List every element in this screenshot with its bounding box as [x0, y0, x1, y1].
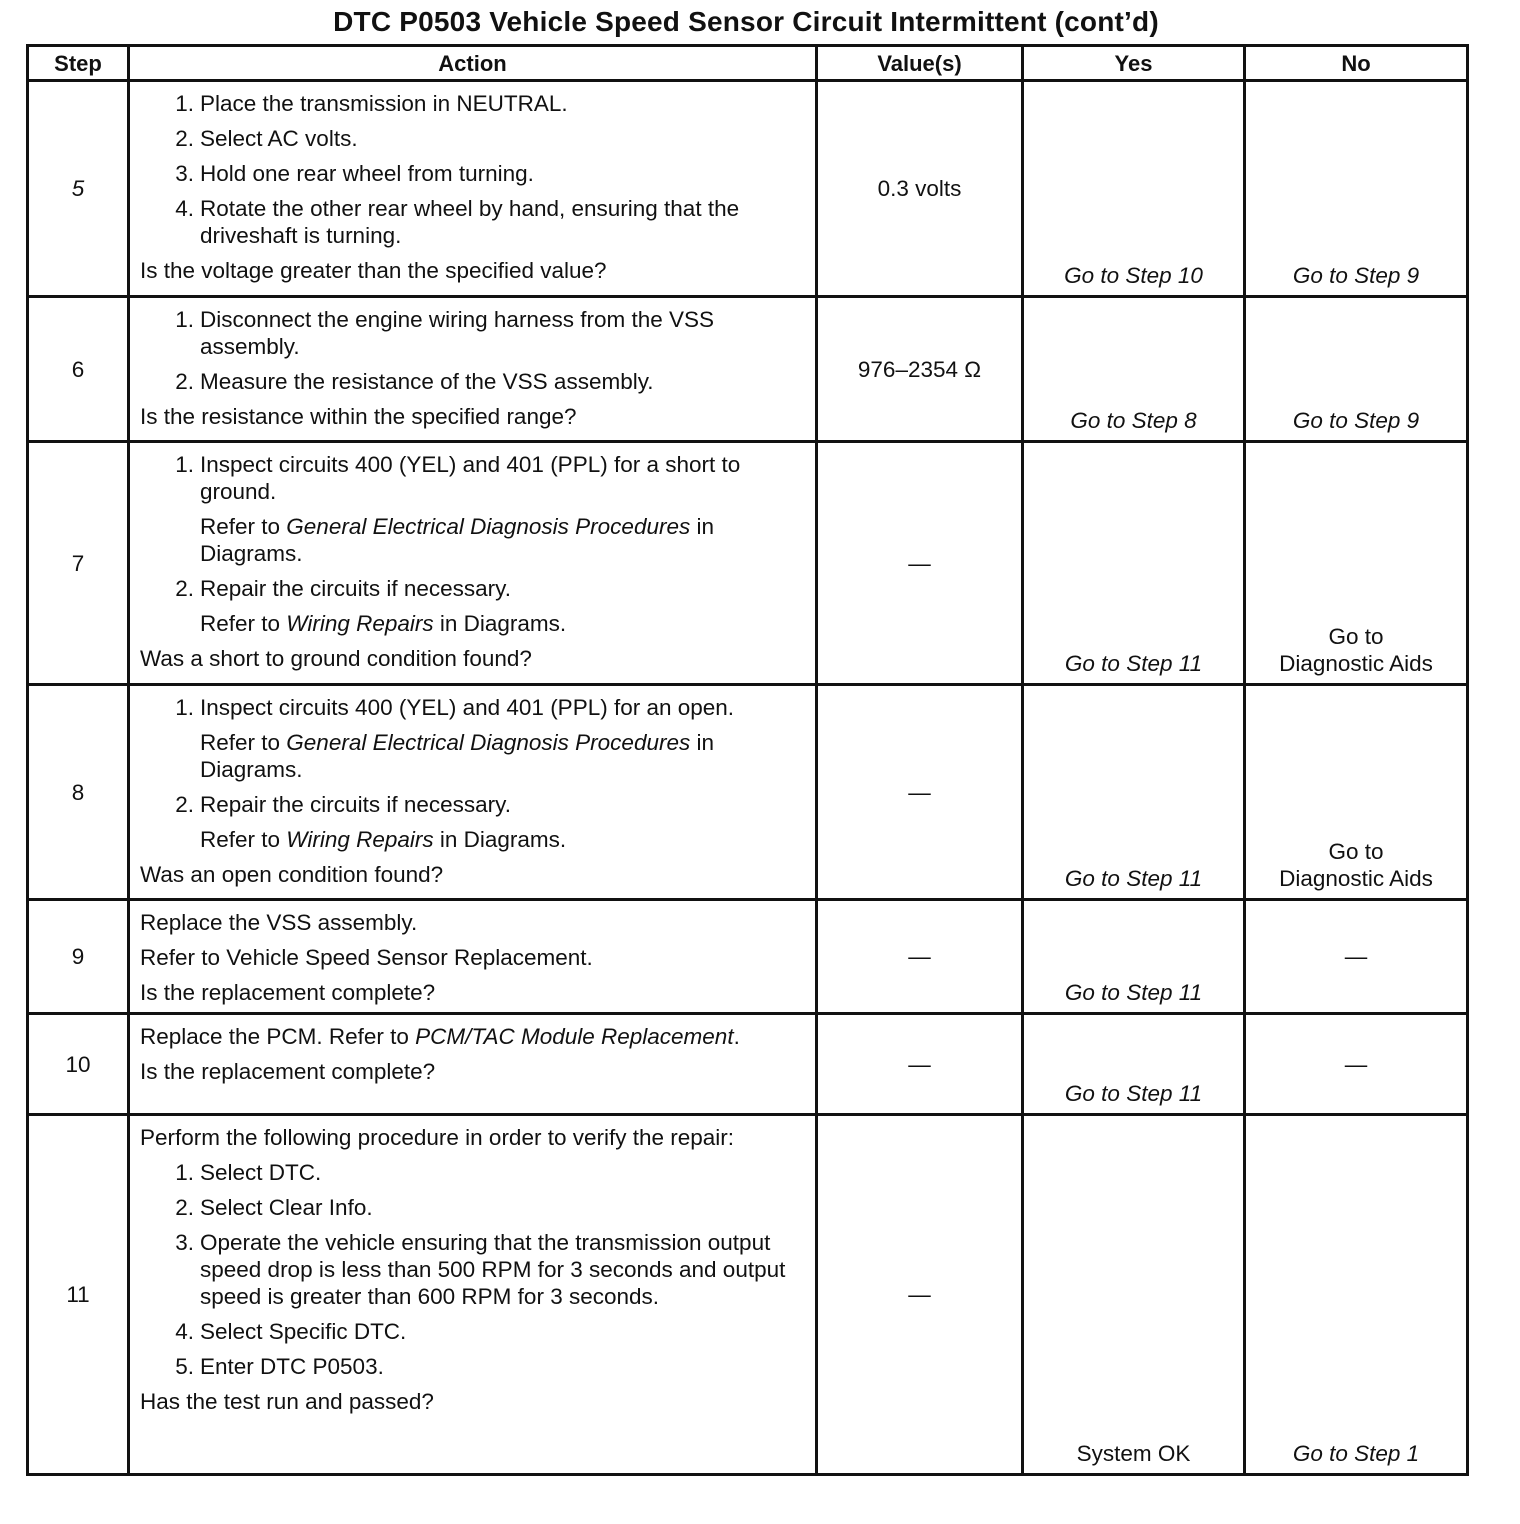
header-action: Action [129, 46, 817, 81]
list-item: 1. Disconnect the engine wiring harness from the VSS assembly. [175, 307, 715, 359]
action-cell [129, 81, 817, 297]
value-cell: — [817, 685, 1023, 900]
list-item: 2. Select Clear Info. [175, 1195, 373, 1220]
list-item: 5. Enter DTC P0503. [175, 1354, 384, 1379]
step-number: 11 [28, 1115, 129, 1475]
action-cell [129, 685, 817, 900]
no-cell: — [1245, 1014, 1468, 1115]
question-text: Is the voltage greater than the specified value? [140, 258, 607, 283]
header-yes: Yes [1023, 46, 1245, 81]
question-text: Is the replacement complete? [140, 1059, 436, 1084]
no-cell: Go to Step 9 [1245, 81, 1468, 297]
reference-text: Refer to General Electrical Diagnosis Procedures in Diagrams. [200, 730, 714, 782]
action-cell [129, 900, 817, 1014]
list-item: 3. Hold one rear wheel from turning. [175, 161, 534, 186]
step-number: 5 [28, 81, 129, 297]
yes-cell: System OK [1023, 1115, 1245, 1475]
action-cell [129, 1014, 817, 1115]
question-text: Was an open condition found? [140, 862, 444, 887]
step-number: 7 [28, 442, 129, 685]
question-text: Has the test run and passed? [140, 1389, 434, 1414]
list-item: 4. Rotate the other rear wheel by hand, ensuring that the driveshaft is turning. [175, 196, 740, 248]
yes-cell: Go to Step 8 [1023, 297, 1245, 442]
reference-text: Refer to General Electrical Diagnosis Procedures in Diagrams. [200, 514, 714, 566]
yes-cell: Go to Step 11 [1023, 442, 1245, 685]
list-item: 1. Place the transmission in NEUTRAL. [175, 91, 568, 116]
action-text: Refer to Vehicle Speed Sensor Replacement. [140, 945, 593, 970]
reference-text: Refer to Wiring Repairs in Diagrams. [200, 611, 567, 636]
value-cell: — [817, 900, 1023, 1014]
no-cell: Go to Step 9 [1245, 297, 1468, 442]
value-cell: 976–2354 Ω [817, 297, 1023, 442]
step-number: 10 [28, 1014, 129, 1115]
action-cell [129, 1115, 817, 1475]
action-cell [129, 442, 817, 685]
page-title: DTC P0503 Vehicle Speed Sensor Circuit Intermittent (cont’d) [333, 6, 1159, 37]
list-item: 2. Repair the circuits if necessary. [175, 576, 511, 601]
intro-text: Perform the following procedure in order to verify the repair: [140, 1125, 735, 1150]
table-row-step-10 [28, 1014, 1468, 1115]
list-item: 3. Operate the vehicle ensuring that the transmission output speed drop is less than 500 RPM for 3 seconds and output speed is greater than 600 RPM for 3 seconds. [175, 1230, 786, 1309]
list-item: 1. Inspect circuits 400 (YEL) and 401 (PPL) for a short to ground. [175, 452, 741, 504]
table-row-step-8 [28, 685, 1468, 900]
header-no: No [1245, 46, 1468, 81]
table-row-step-6 [28, 297, 1468, 442]
header-row [28, 46, 1468, 81]
list-item: 1. Select DTC. [175, 1160, 322, 1185]
list-item: 2. Select AC volts. [175, 126, 358, 151]
question-text: Was a short to ground condition found? [140, 646, 532, 671]
list-item: 2. Repair the circuits if necessary. [175, 792, 511, 817]
step-number: 9 [28, 900, 129, 1014]
table-row-step-11 [28, 1115, 1468, 1475]
yes-cell: Go to Step 11 [1023, 685, 1245, 900]
list-item: 2. Measure the resistance of the VSS assembly. [175, 369, 654, 394]
action-text: Replace the VSS assembly. [140, 910, 418, 935]
value-cell: — [817, 1115, 1023, 1475]
list-item: 4. Select Specific DTC. [175, 1319, 407, 1344]
question-text: Is the resistance within the specified range? [140, 404, 577, 429]
yes-cell: Go to Step 10 [1023, 81, 1245, 297]
list-item: 1. Inspect circuits 400 (YEL) and 401 (PPL) for an open. [175, 695, 735, 720]
no-cell: Go to Step 1 [1245, 1115, 1468, 1475]
header-step: Step [28, 46, 129, 81]
reference-text: Refer to Wiring Repairs in Diagrams. [200, 827, 567, 852]
no-cell: — [1245, 900, 1468, 1014]
no-cell: Go to Diagnostic Aids [1245, 685, 1468, 900]
header-values: Value(s) [817, 46, 1023, 81]
step-number: 8 [28, 685, 129, 900]
table-row-step-5 [28, 81, 1468, 297]
value-cell: 0.3 volts [817, 81, 1023, 297]
yes-cell: Go to Step 11 [1023, 1014, 1245, 1115]
no-cell: Go to Diagnostic Aids [1245, 442, 1468, 685]
action-cell [129, 297, 817, 442]
question-text: Is the replacement complete? [140, 980, 436, 1005]
action-text: Replace the PCM. Refer to PCM/TAC Module Replacement. [140, 1024, 740, 1049]
step-number: 6 [28, 297, 129, 442]
value-cell: — [817, 1014, 1023, 1115]
table-row-step-7 [28, 442, 1468, 685]
table-row-step-9 [28, 900, 1468, 1014]
yes-cell: Go to Step 11 [1023, 900, 1245, 1014]
diagnostic-table [26, 44, 1469, 1476]
value-cell: — [817, 442, 1023, 685]
